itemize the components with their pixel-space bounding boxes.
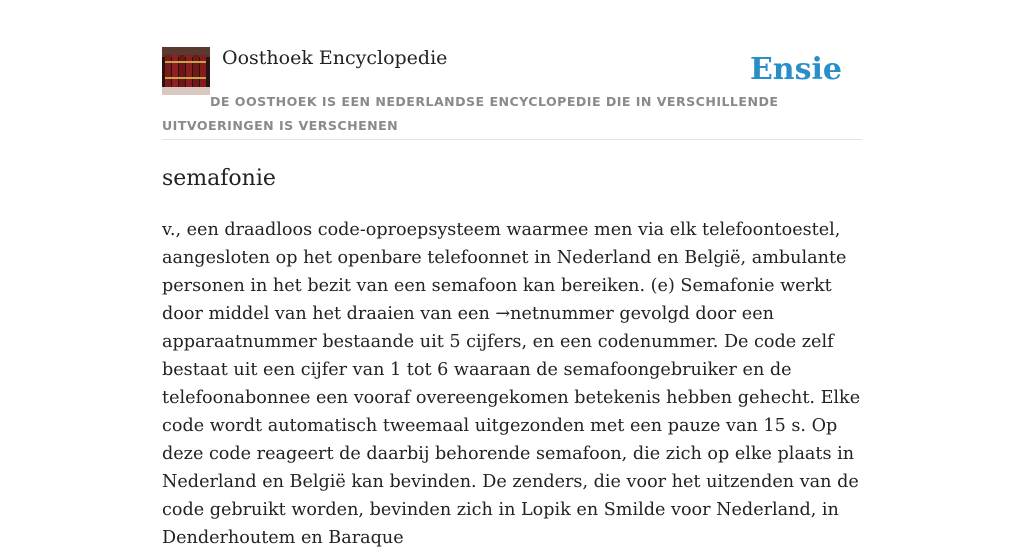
header-divider <box>162 139 862 140</box>
page <box>162 0 862 548</box>
encyclopedia-books-icon[interactable] <box>162 47 210 95</box>
avatar-image <box>162 47 210 95</box>
entry-body: v., een draadloos code-oproepsysteem waarmee men via elk telefoontoestel, aangesloten op het openbare telefoonnet in Nederland en België, ambulante personen in het bezit van een semafoon kan bereiken. (e) Semafonie werkt door middel van het draaien van een →netnummer gevolgd door een apparaatnummer bestaande uit 5 cijfers, en een codenummer. De code zelf bestaat uit een cijfer van 1 tot 6 waaraan de semafoongebruiker en de telefoonabonnee een vooraf overeengekomen betekenis hebben gehecht. Elke code wordt automatisch tweemaal uitgezonden met een pauze van 15 s. Op deze code reageert de daarbij behorende semafoon, die zich op elke plaats in Nederland en België kan bevinden. De zenders, die voor het uitzenden van de code gebruikt worden, bevinden zich in Lopik en Smilde voor Nederland, in Denderhoutem en Baraque <box>162 220 861 548</box>
site-title[interactable]: Oosthoek Encyclopedie <box>222 47 448 69</box>
brand-logo[interactable]: Ensie <box>749 52 842 87</box>
entry-title: semafonie <box>162 166 276 191</box>
site-tagline: DE OOSTHOEK IS EEN NEDERLANDSE ENCYCLOPEDIE DIE IN VERSCHILLENDE UITVOERINGEN IS VERSCHENEN <box>162 94 779 133</box>
site-header <box>162 0 862 140</box>
